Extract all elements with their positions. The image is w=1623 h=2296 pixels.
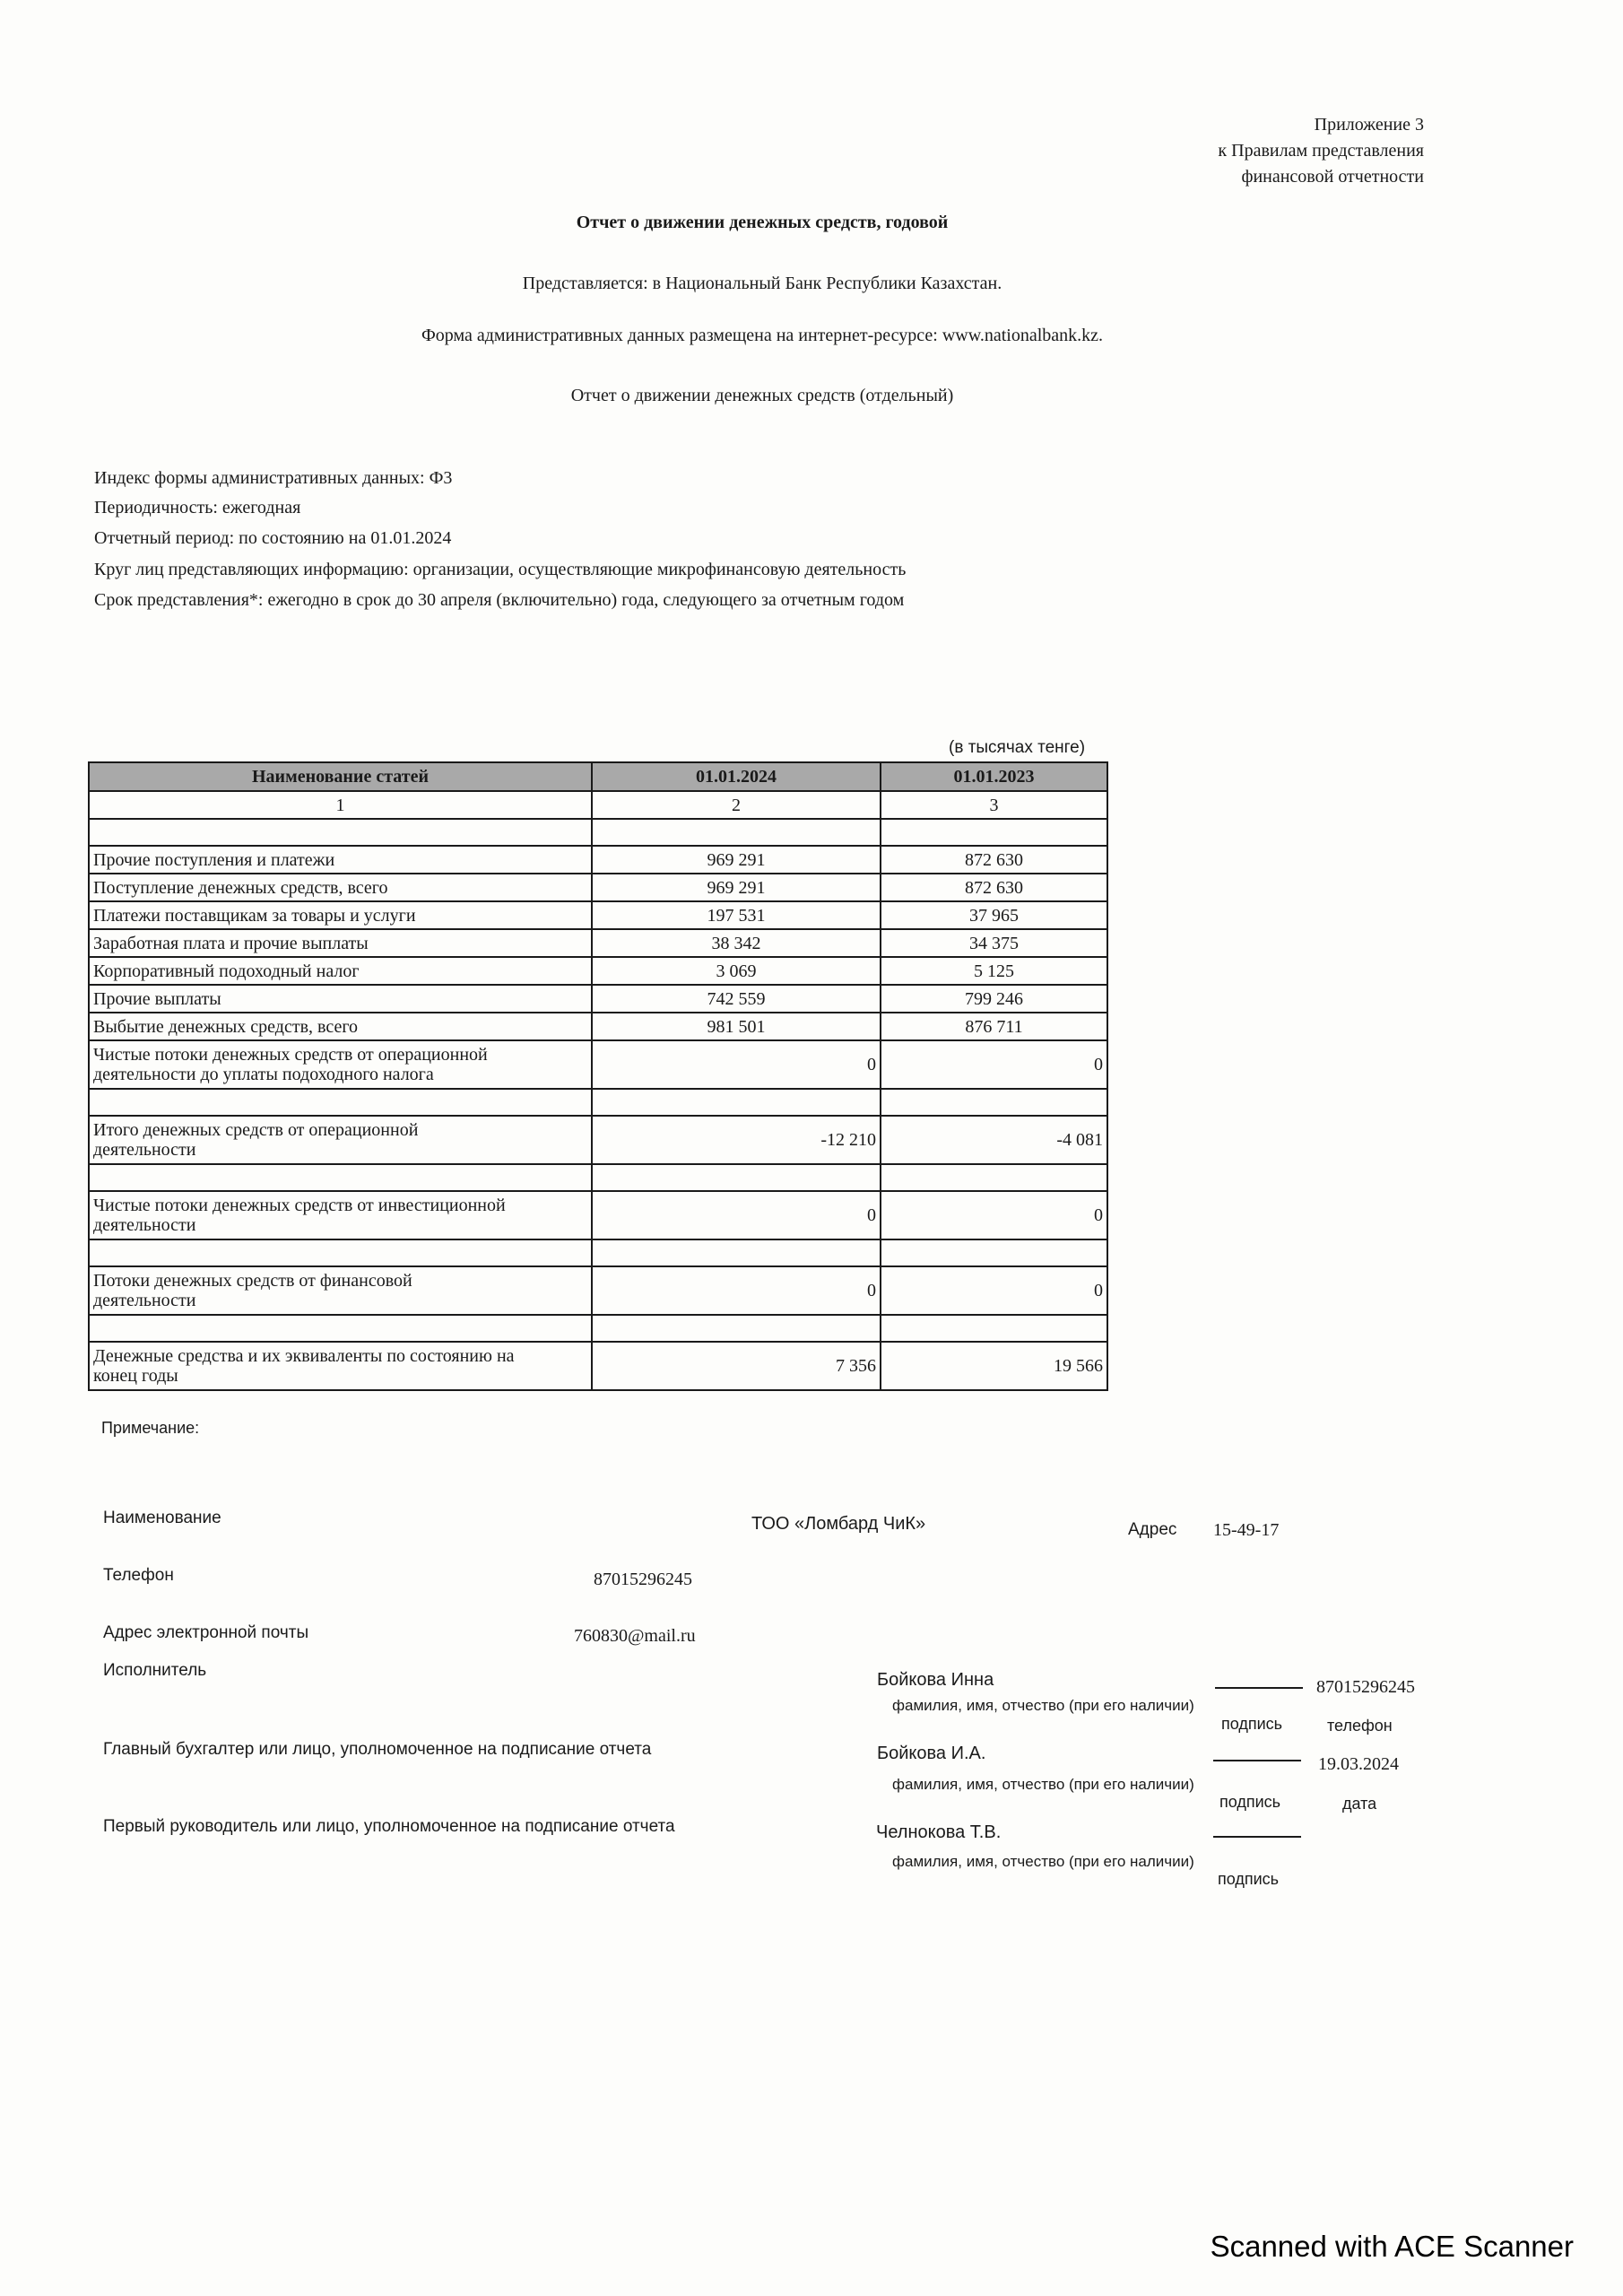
- appendix-line-1: Приложение 3: [1314, 115, 1424, 135]
- row-label: Заработная плата и прочие выплаты: [89, 929, 592, 957]
- appendix-block: [1218, 112, 1424, 190]
- accountant-fio-caption: фамилия, имя, отчество (при его наличии): [892, 1777, 1194, 1793]
- total-label-line-2: конец годы: [93, 1366, 178, 1386]
- total-label: [89, 1191, 592, 1239]
- phone-caption: телефон: [1327, 1717, 1393, 1735]
- col-number-2: 2: [592, 791, 881, 819]
- total-value-2024: 7 356: [592, 1342, 881, 1390]
- executor-signature-caption: подпись: [1221, 1715, 1283, 1733]
- total-value-2024: 0: [592, 1040, 881, 1089]
- units-label: (в тысячах тенге): [949, 738, 1086, 757]
- total-value-2023: 0: [881, 1266, 1107, 1315]
- head-label: Первый руководитель или лицо, уполномоченное на подписание отчета: [103, 1817, 675, 1836]
- total-label-line-2: деятельности: [93, 1291, 196, 1310]
- scanner-watermark: Scanned with ACE Scanner: [1210, 2230, 1574, 2263]
- row-value-2023: 799 246: [881, 985, 1107, 1013]
- form-index: Индекс формы административных данных: Ф3: [94, 468, 453, 488]
- col-number-1: 1: [89, 791, 592, 819]
- total-row: [89, 1266, 1107, 1315]
- row-label: Прочие выплаты: [89, 985, 592, 1013]
- total-value-2023: 19 566: [881, 1342, 1107, 1390]
- executor-signature-line: [1215, 1687, 1303, 1689]
- total-label-line-2: деятельности: [93, 1140, 196, 1160]
- deadline: Срок представления*: ежегодно в срок до 30 апреля (включительно) года, следующего за отчетным годом: [94, 590, 905, 610]
- total-value-2024: 0: [592, 1191, 881, 1239]
- accountant-signature-line: [1213, 1760, 1301, 1761]
- row-value-2024: 969 291: [592, 846, 881, 874]
- total-row: [89, 1191, 1107, 1239]
- table-row: [89, 929, 1107, 957]
- row-label: Платежи поставщикам за товары и услуги: [89, 901, 592, 929]
- appendix-line-3: финансовой отчетности: [1241, 167, 1424, 187]
- header-2024: 01.01.2024: [592, 762, 881, 791]
- total-value-2024: 0: [592, 1266, 881, 1315]
- executor-label: Исполнитель: [103, 1661, 207, 1680]
- row-value-2024: 742 559: [592, 985, 881, 1013]
- respondents: Круг лиц представляющих информацию: организации, осуществляющие микрофинансовую деятельность: [94, 560, 907, 579]
- table-row: [89, 874, 1107, 901]
- cash-flow-table: [88, 761, 1108, 1391]
- header-2023: 01.01.2023: [881, 762, 1107, 791]
- total-value-2023: -4 081: [881, 1116, 1107, 1164]
- company-name: ТОО «Ломбард ЧиК»: [751, 1514, 926, 1534]
- total-label: [89, 1040, 592, 1089]
- report-date: 19.03.2024: [1318, 1754, 1399, 1774]
- row-value-2024: 3 069: [592, 957, 881, 985]
- head-name: Челнокова Т.В.: [876, 1822, 1002, 1842]
- row-label: Корпоративный подоходный налог: [89, 957, 592, 985]
- row-value-2023: 872 630: [881, 846, 1107, 874]
- table-row: [89, 985, 1107, 1013]
- row-value-2023: 5 125: [881, 957, 1107, 985]
- total-label: [89, 1116, 592, 1164]
- total-row: [89, 1040, 1107, 1089]
- table-row: [89, 1013, 1107, 1040]
- accountant-name: Бойкова И.А.: [877, 1744, 986, 1763]
- head-signature-caption: подпись: [1218, 1870, 1280, 1888]
- table-row: [89, 846, 1107, 874]
- phone-value: 87015296245: [594, 1570, 692, 1589]
- total-label: [89, 1266, 592, 1315]
- form-location: Форма административных данных размещена на интернет-ресурсе: www.nationalbank.kz.: [421, 326, 1104, 345]
- row-value-2024: 981 501: [592, 1013, 881, 1040]
- row-label: Поступление денежных средств, всего: [89, 874, 592, 901]
- submitted-to: Представляется: в Национальный Банк Республики Казахстан.: [522, 274, 1002, 293]
- report-subtitle: Отчет о движении денежных средств (отдельный): [570, 386, 954, 405]
- header-items: Наименование статей: [89, 762, 592, 791]
- executor-name: Бойкова Инна: [877, 1670, 994, 1690]
- report-title: Отчет о движении денежных средств, годовой: [576, 213, 949, 232]
- appendix-line-2: к Правилам представления: [1218, 141, 1424, 161]
- total-value-2024: -12 210: [592, 1116, 881, 1164]
- total-label-line-2: деятельности до уплаты подоходного налога: [93, 1065, 434, 1084]
- total-label-line-2: деятельности: [93, 1215, 196, 1235]
- total-row: [89, 1342, 1107, 1390]
- accountant-signature-caption: подпись: [1219, 1793, 1281, 1811]
- email-label: Адрес электронной почты: [103, 1623, 309, 1642]
- total-label-line-1: Чистые потоки денежных средств от инвестиционной: [93, 1196, 506, 1215]
- row-value-2024: 969 291: [592, 874, 881, 901]
- name-label: Наименование: [103, 1509, 221, 1527]
- date-caption: дата: [1342, 1795, 1377, 1813]
- spacer-row: [89, 1239, 1107, 1266]
- row-value-2023: 872 630: [881, 874, 1107, 901]
- total-label: [89, 1342, 592, 1390]
- row-value-2024: 38 342: [592, 929, 881, 957]
- head-signature-line: [1213, 1836, 1301, 1838]
- reporting-period: Отчетный период: по состоянию на 01.01.2024: [94, 528, 452, 548]
- row-value-2023: 34 375: [881, 929, 1107, 957]
- spacer-row: [89, 1089, 1107, 1116]
- total-row: [89, 1116, 1107, 1164]
- note-label: Примечание:: [101, 1419, 200, 1437]
- spacer-row: [89, 819, 1107, 846]
- total-label-line-1: Итого денежных средств от операционной: [93, 1120, 419, 1140]
- row-value-2023: 37 965: [881, 901, 1107, 929]
- spacer-row: [89, 1315, 1107, 1342]
- row-label: Выбытие денежных средств, всего: [89, 1013, 592, 1040]
- email-value: 760830@mail.ru: [574, 1626, 696, 1646]
- row-label: Прочие поступления и платежи: [89, 846, 592, 874]
- address-value: 15-49-17: [1213, 1520, 1280, 1540]
- total-value-2023: 0: [881, 1040, 1107, 1089]
- total-label-line-1: Денежные средства и их эквиваленты по состоянию на: [93, 1346, 515, 1366]
- table-row: [89, 901, 1107, 929]
- col-number-3: 3: [881, 791, 1107, 819]
- phone-label: Телефон: [103, 1566, 174, 1585]
- spacer-row: [89, 1164, 1107, 1191]
- row-value-2023: 876 711: [881, 1013, 1107, 1040]
- row-value-2024: 197 531: [592, 901, 881, 929]
- column-numbers-row: [89, 791, 1107, 819]
- address-label: Адрес: [1128, 1520, 1177, 1539]
- periodicity: Периодичность: ежегодная: [94, 498, 301, 517]
- executor-fio-caption: фамилия, имя, отчество (при его наличии): [892, 1698, 1194, 1714]
- executor-phone: 87015296245: [1316, 1677, 1415, 1697]
- head-fio-caption: фамилия, имя, отчество (при его наличии): [892, 1854, 1194, 1870]
- table-row: [89, 957, 1107, 985]
- accountant-label: Главный бухгалтер или лицо, уполномоченное на подписание отчета: [103, 1740, 652, 1759]
- total-label-line-1: Потоки денежных средств от финансовой: [93, 1271, 412, 1291]
- total-label-line-1: Чистые потоки денежных средств от операционной: [93, 1045, 488, 1065]
- total-value-2023: 0: [881, 1191, 1107, 1239]
